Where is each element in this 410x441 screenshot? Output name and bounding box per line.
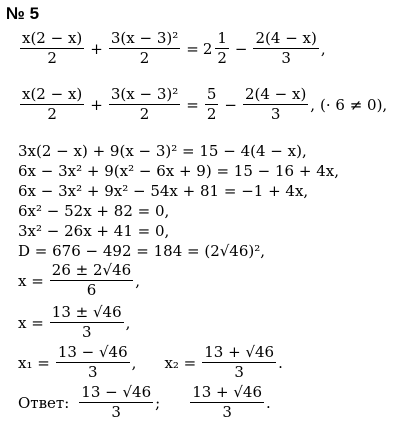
numerator: 26 ± 2√46 [51, 261, 132, 279]
comma: , [125, 313, 131, 332]
numerator: 13 − √46 [57, 343, 128, 361]
fraction [20, 86, 84, 123]
equation-rewritten [18, 86, 315, 123]
plus-sign: + [90, 95, 103, 114]
denominator: 3 [111, 403, 121, 421]
x2-lhs: x₂ = [164, 353, 197, 372]
answer-label: Ответ: [18, 393, 70, 412]
comma: , [320, 39, 326, 58]
comma: , [310, 95, 316, 114]
denominator: 3 [222, 403, 232, 421]
denominator: 2 [206, 105, 217, 123]
denominator: 2 [47, 49, 57, 67]
period: . [278, 353, 283, 372]
lhs: x = [18, 313, 44, 332]
denominator: 2 [139, 105, 150, 123]
line-3: 6x − 3x² + 9x² − 54x + 81 = −1 + 4x, [18, 182, 309, 200]
multiplier-note: (· 6 ≠ 0), [320, 96, 388, 114]
equals-sign: = [186, 95, 199, 114]
numerator: 2(4 − x) [244, 85, 307, 103]
fraction [190, 384, 264, 421]
denominator: 2 [139, 49, 150, 67]
numerator: 3(x − 3)² [110, 29, 179, 47]
roots-general-1 [18, 262, 140, 299]
fraction [56, 344, 130, 381]
fraction [243, 86, 308, 123]
numerator: 3(x − 3)² [110, 85, 179, 103]
line-4: 6x² − 52x + 82 = 0, [18, 202, 170, 220]
fraction [109, 86, 180, 123]
plus-sign: + [90, 39, 103, 58]
comma: , [131, 353, 137, 372]
comma: , [135, 271, 140, 290]
equation-original [18, 30, 326, 67]
denominator: 6 [86, 281, 97, 299]
fraction [50, 304, 124, 341]
denominator: 2 [217, 49, 227, 67]
numerator: x(2 − x) [22, 85, 83, 103]
equals-sign: = [186, 39, 199, 58]
denominator: 3 [234, 363, 244, 381]
denominator: 2 [47, 105, 57, 123]
semicolon: ; [155, 393, 161, 412]
numerator: 13 + √46 [192, 383, 263, 401]
lhs: x = [18, 271, 44, 290]
minus-sign: − [234, 39, 248, 58]
fraction [50, 262, 133, 299]
whole-part: 2 [202, 39, 213, 58]
problem-number: № 5 [6, 4, 40, 23]
fraction [253, 30, 318, 67]
period: . [266, 393, 271, 412]
fraction [20, 30, 84, 67]
denominator: 3 [270, 105, 281, 123]
numerator: x(2 − x) [22, 29, 83, 47]
discriminant-line: D = 676 − 492 = 184 = (2√46)², [18, 242, 266, 260]
fraction [79, 384, 153, 421]
roots-separate [18, 344, 283, 381]
fraction [215, 30, 229, 67]
numerator: 13 ± √46 [51, 303, 122, 321]
denominator: 3 [81, 323, 92, 341]
denominator: 3 [281, 49, 291, 67]
numerator: 1 [217, 29, 227, 47]
line-5: 3x² − 26x + 41 = 0, [18, 222, 170, 240]
fraction [202, 344, 276, 381]
numerator: 13 − √46 [81, 383, 152, 401]
fraction [109, 30, 180, 67]
denominator: 3 [87, 363, 98, 381]
numerator: 5 [206, 85, 217, 103]
roots-general-2 [18, 304, 130, 341]
answer-line [18, 384, 271, 421]
numerator: 13 + √46 [204, 343, 275, 361]
numerator: 2(4 − x) [255, 29, 317, 47]
line-1: 3x(2 − x) + 9(x − 3)² = 15 − 4(4 − x), [18, 142, 307, 160]
minus-sign: − [224, 95, 237, 114]
line-2: 6x − 3x² + 9(x² − 6x + 9) = 15 − 16 + 4x, [18, 162, 339, 180]
x1-lhs: x₁ = [18, 353, 50, 372]
fraction [205, 86, 219, 123]
mixed-number [203, 30, 231, 67]
